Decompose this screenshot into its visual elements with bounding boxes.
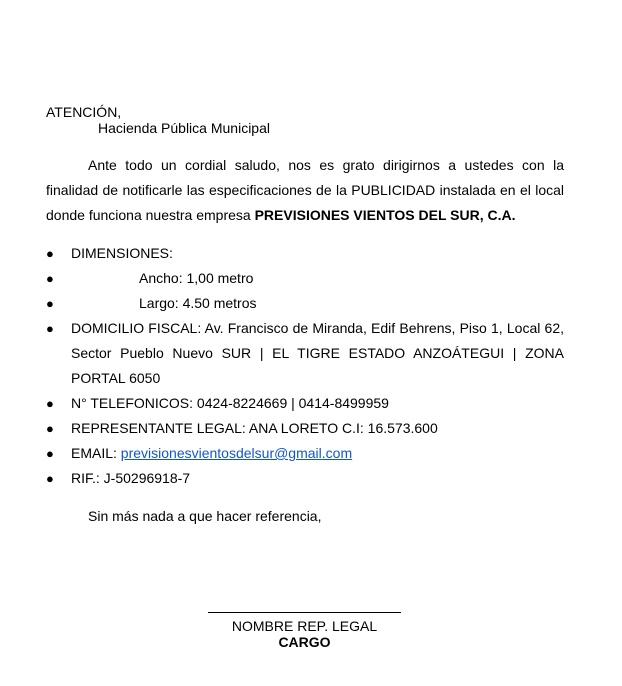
email-link[interactable]: previsionesvientosdelsur@gmail.com: [120, 445, 353, 461]
list-item-rif: [46, 466, 564, 491]
bullet-icon: ●: [46, 271, 54, 286]
email-line: [71, 445, 352, 461]
bullet-icon: ●: [46, 246, 54, 261]
list-item-email: [46, 441, 564, 466]
dimensions-label: DIMENSIONES:: [71, 245, 173, 261]
recipient-line: Hacienda Pública Municipal: [98, 120, 270, 136]
letter-body: [46, 104, 564, 529]
list-item-address: [46, 316, 564, 391]
bullet-icon: ●: [46, 471, 54, 486]
bullet-icon: ●: [46, 446, 54, 461]
list-item-width: [46, 266, 564, 291]
attention-line: ATENCIÓN,: [46, 104, 122, 120]
bullet-icon: ●: [46, 421, 54, 436]
closing-line: Sin más nada a que hacer referencia,: [88, 508, 322, 524]
list-item-phones: [46, 391, 564, 416]
details-list: [46, 241, 564, 491]
bullet-icon: ●: [46, 321, 54, 336]
legal-representative: REPRESENTANTE LEGAL: ANA LORETO C.I: 16.573.600: [71, 420, 438, 436]
fiscal-address: DOMICILIO FISCAL: Av. Francisco de Miranda, Edif Behrens, Piso 1, Local 62, Sector Pueblo Nuevo SUR | EL TIGRE ESTADO ANZOÁTEGUI | ZONA PORTAL 6050: [71, 320, 564, 386]
bullet-icon: ●: [46, 296, 54, 311]
length-value: Largo: 4.50 metros: [139, 295, 257, 311]
signature-name: NOMBRE REP. LEGAL: [231, 618, 378, 634]
intro-text: Ante todo un cordial saludo, nos es grato dirigirnos a ustedes con la finalidad de notificarle las especificaciones de la PUBLICIDAD instalada en el local donde funciona nuestra empresa: [46, 157, 564, 223]
width-value: Ancho: 1,00 metro: [139, 270, 254, 286]
company-name: PREVISIONES VIENTOS DEL SUR, C.A.: [254, 207, 516, 223]
signature-block: [208, 612, 401, 650]
list-item-length: [46, 291, 564, 316]
list-item-dimensions: [46, 241, 564, 266]
bullet-icon: ●: [46, 396, 54, 411]
phone-numbers: N° TELEFONICOS: 0424-8224669 | 0414-8499959: [71, 395, 389, 411]
list-item-legal-rep: [46, 416, 564, 441]
rif-value: RIF.: J-50296918-7: [71, 470, 191, 486]
email-label: EMAIL:: [71, 445, 121, 461]
signature-line: [208, 612, 401, 613]
intro-paragraph: [46, 153, 564, 228]
signature-role: CARGO: [278, 634, 331, 650]
